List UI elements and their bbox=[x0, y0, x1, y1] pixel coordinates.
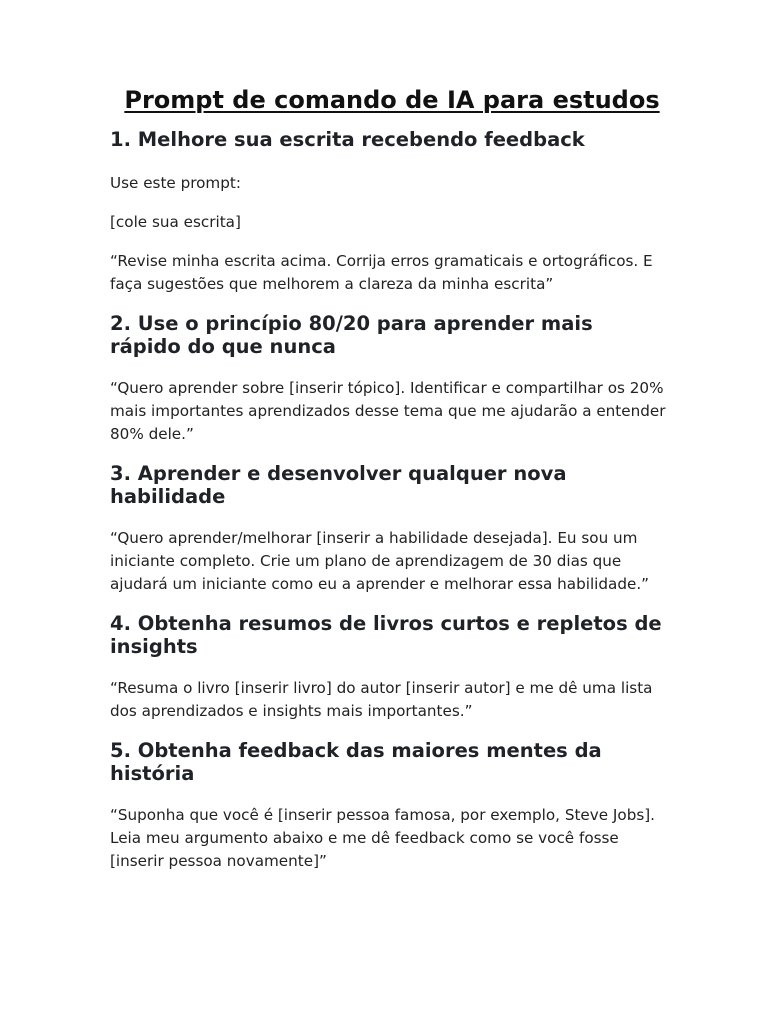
section-1-paragraph-1: Use este prompt: bbox=[110, 174, 241, 192]
section-5-paragraph-1: “Suponha que você é [inserir pessoa famosa, por exemplo, Steve Jobs]. Leia meu argumento abaixo e me dê feedback como se você fosse [inserir pessoa novamente]” bbox=[110, 806, 655, 870]
document-title: Prompt de comando de IA para estudos bbox=[124, 86, 660, 114]
section-2-paragraph-1: “Quero aprender sobre [inserir tópico]. Identificar e compartilhar os 20% mais importantes aprendizados desse tema que me ajudarão a entender 80% dele.” bbox=[110, 379, 666, 443]
section-heading-1: 1. Melhore sua escrita recebendo feedback bbox=[110, 128, 585, 151]
section-3-paragraph-1: “Quero aprender/melhorar [inserir a habilidade desejada]. Eu sou um iniciante completo. Crie um plano de aprendizagem de 30 dias que ajudará um iniciante como eu a aprender e melhorar essa habilidade.” bbox=[110, 529, 650, 593]
section-heading-3: 3. Aprender e desenvolver qualquer nova habilidade bbox=[110, 462, 567, 508]
section-heading-5: 5. Obtenha feedback das maiores mentes da história bbox=[110, 739, 602, 785]
section-1-paragraph-3: “Revise minha escrita acima. Corrija erros gramaticais e ortográficos. E faça sugestões que melhorem a clareza da minha escrita” bbox=[110, 252, 653, 293]
document-page bbox=[110, 84, 666, 873]
section-heading-4: 4. Obtenha resumos de livros curtos e repletos de insights bbox=[110, 612, 662, 658]
section-1-paragraph-2: [cole sua escrita] bbox=[110, 213, 241, 231]
section-heading-2: 2. Use o princípio 80/20 para aprender mais rápido do que nunca bbox=[110, 312, 593, 358]
section-4-paragraph-1: “Resuma o livro [inserir livro] do autor [inserir autor] e me dê uma lista dos aprendizados e insights mais importantes.” bbox=[110, 679, 653, 720]
